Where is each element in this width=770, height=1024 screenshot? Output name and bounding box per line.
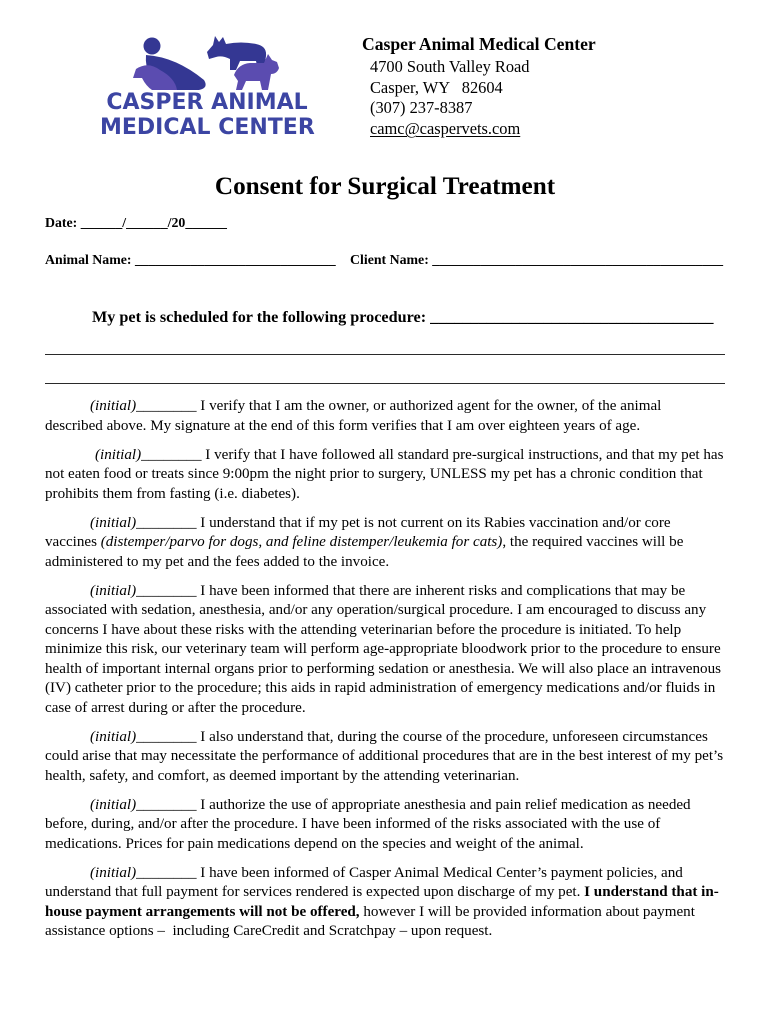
initial-label: (initial) <box>90 864 137 881</box>
initial-label: (initial) <box>90 398 137 414</box>
clause-line <box>45 601 745 621</box>
clause-text: ________ I verify that I have followed all standard pre-surgical instructions, and that my pet has <box>141 446 724 463</box>
clause-text: understand that full payment for services rendered is expected upon discharge of my pet. <box>45 884 585 900</box>
clause-line <box>45 883 745 903</box>
clause-line <box>45 582 745 602</box>
clause-text: ________ I also understand that, during the course of the procedure, unforeseen circumstances <box>136 728 708 745</box>
initial-label: (initial) <box>95 446 142 463</box>
form-title: Consent for Surgical Treatment <box>214 173 556 200</box>
clause-text: ________ I authorize the use of appropriate anesthesia and pain relief medication as needed <box>136 796 691 813</box>
clause-text: assistance options – including CareCredit and Scratchpay – upon request. <box>45 923 493 939</box>
consent-clauses <box>45 397 745 951</box>
consent-clause <box>45 582 745 719</box>
initial-label: (initial) <box>90 582 137 599</box>
clause-line <box>45 485 745 505</box>
procedure-blank-line <box>45 383 725 384</box>
clause-text: vaccines <box>45 534 101 550</box>
clause-text: could arise that may necessitate the performance of additional procedures that are in the best interest of my pet’s <box>45 748 724 764</box>
clause-line <box>45 903 745 923</box>
consent-clause <box>45 514 745 573</box>
clause-line <box>45 553 745 573</box>
clause-line <box>45 465 745 485</box>
clause-text: minimize this risk, our veterinary team will perform age-appropriate bloodwork prior to the procedure to ensure <box>45 641 721 657</box>
clause-text: associated with sedation, anesthesia, and/or any operation/surgical procedure. I am encouraged to discuss any <box>45 602 707 618</box>
clause-line <box>45 864 745 884</box>
clinic-email-link[interactable]: camc@caspervets.com <box>370 119 521 139</box>
clause-text: health, safety, and comfort, as deemed important by the attending veterinarian. <box>45 767 520 784</box>
clause-line <box>45 640 745 660</box>
clause-text: health of important internal organs prior to performing sedation or anesthesia. We will also place an intravenous <box>45 660 721 677</box>
address-street: 4700 South Valley Road <box>370 57 530 76</box>
initial-label: (initial) <box>90 728 137 745</box>
clause-text: ________ I verify that I am the owner, or authorized agent for the owner, of the animal <box>136 398 662 414</box>
clause-text: ________ I have been informed that there are inherent risks and complications that may be <box>136 582 686 599</box>
clinic-address-block <box>370 57 530 140</box>
procedure-blank-line <box>45 354 725 355</box>
initial-label: (initial) <box>90 796 137 813</box>
clause-line <box>45 835 745 855</box>
consent-clause <box>45 397 745 436</box>
clause-line <box>45 747 745 767</box>
clause-line <box>45 446 745 466</box>
initial-label: (initial) <box>90 514 137 531</box>
client-name-field: Client Name: __________________________________________ <box>350 252 723 267</box>
animal-name-field: Animal Name: _____________________________ <box>45 252 336 267</box>
clause-text: (IV) catheter prior to the procedure; this aids in rapid administration of emergency medications and/or fluids in <box>45 680 716 696</box>
clause-text: , the required vaccines will be <box>502 534 684 550</box>
clause-text: concerns I have about these risks with the attending veterinarian before the procedure is initiated. To help <box>45 621 682 638</box>
clause-text: administered to my pet and the fees added to the invoice. <box>45 553 390 570</box>
clause-line <box>45 728 745 748</box>
clause-text: not eaten food or treats since 9:00pm the night prior to surgery, UNLESS my pet has a chronic condition that <box>45 466 703 482</box>
clause-text: medications. Prices for pain medications depend on the species and weight of the animal. <box>45 835 584 852</box>
bold-emphasis-text: house payment arrangements will not be offered, <box>45 903 360 920</box>
bold-emphasis-text: I understand that in- <box>584 884 719 900</box>
clause-line <box>45 796 745 816</box>
animal-silhouettes-logo-icon <box>100 30 290 96</box>
clause-line <box>45 397 745 417</box>
italic-note: (distemper/parvo for dogs, and feline distemper/leukemia for cats) <box>100 534 503 550</box>
logo-wordmark-line1: CASPER ANIMAL <box>106 90 308 115</box>
consent-clause <box>45 728 745 787</box>
clause-text: case of arrest during or after the procedure. <box>45 699 306 716</box>
clause-line <box>45 767 745 787</box>
clause-text: described above. My signature at the end of this form verifies that I am over eighteen years of age. <box>45 417 641 434</box>
logo-wordmark-line2: MEDICAL CENTER <box>100 115 315 140</box>
clinic-phone: (307) 237-8387 <box>370 98 473 118</box>
consent-clause <box>45 446 745 505</box>
clause-text: ________ I have been informed of Casper Animal Medical Center’s payment policies, and <box>136 864 683 881</box>
procedure-field: My pet is scheduled for the following procedure: ___________________________________ <box>92 308 714 326</box>
clause-line <box>45 417 745 437</box>
date-field: Date: ______/______/20______ <box>45 215 227 230</box>
clinic-name: Casper Animal Medical Center <box>362 34 596 54</box>
clause-text: prohibits them from fasting (i.e. diabetes). <box>45 485 300 502</box>
clause-line <box>45 533 745 553</box>
clause-line <box>45 660 745 680</box>
clause-text: however I will be provided information about payment <box>359 903 695 920</box>
address-city-state-zip: Casper, WY 82604 <box>370 77 503 97</box>
clause-line <box>45 514 745 534</box>
clause-line <box>45 922 745 942</box>
clause-line <box>45 699 745 719</box>
clause-line <box>45 621 745 641</box>
consent-clause <box>45 864 745 942</box>
clause-text: before, during, and/or after the procedure. I have been informed of the risks associated with the use of <box>45 816 661 832</box>
consent-clause <box>45 796 745 855</box>
clause-line <box>45 815 745 835</box>
clause-text: ________ I understand that if my pet is not current on its Rabies vaccination and/or core <box>136 514 671 531</box>
clause-line <box>45 679 745 699</box>
